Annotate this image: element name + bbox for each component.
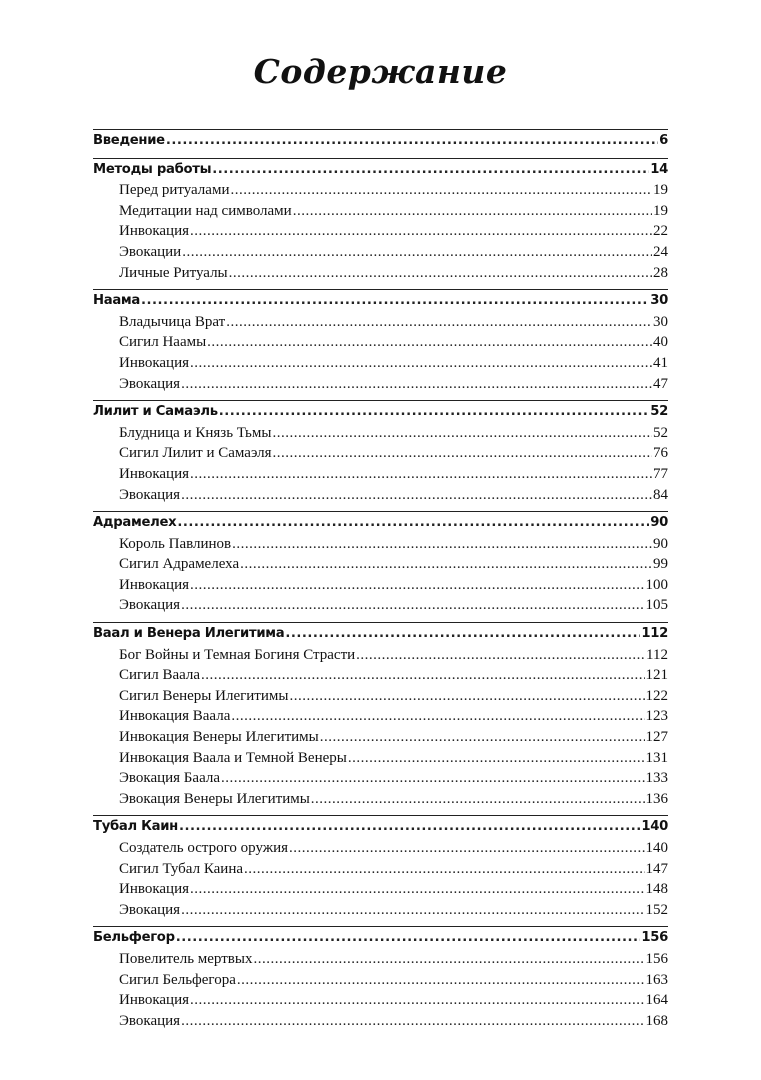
dot-leader: [221, 768, 644, 789]
toc-section: [93, 622, 668, 815]
dot-leader: [176, 928, 641, 949]
dot-leader: [311, 789, 645, 810]
dot-leader: [285, 624, 640, 645]
toc-entry[interactable]: [93, 859, 668, 880]
page-number: 152: [645, 901, 668, 918]
page-number: 122: [645, 687, 668, 704]
toc-entry-label: Перед ритуалами: [119, 182, 230, 199]
page-number: 163: [645, 971, 668, 988]
dot-leader: [190, 575, 644, 596]
toc-entry[interactable]: [93, 970, 668, 991]
toc-entry[interactable]: [93, 575, 668, 596]
toc-heading-label: Введение: [93, 133, 165, 148]
page-number: 147: [645, 860, 668, 877]
toc-heading-label: Адрамелех: [93, 515, 177, 531]
toc-entry[interactable]: [93, 423, 668, 444]
dot-leader: [356, 645, 645, 666]
page-number: 140: [641, 819, 668, 835]
toc-heading-label: Бельфегор: [93, 930, 175, 946]
page-number: 112: [641, 626, 668, 642]
dot-leader: [230, 180, 652, 201]
toc-entry[interactable]: [93, 263, 668, 284]
toc-heading[interactable]: [93, 817, 668, 838]
toc-section: [93, 511, 668, 622]
page-number: 123: [645, 708, 668, 725]
toc-entry-label: Инвокация: [119, 465, 190, 482]
dot-leader: [201, 665, 644, 686]
toc-entry-label: Инвокация Венеры Илегитимы: [119, 729, 319, 746]
toc-entry-label: Блудница и Князь Тьмы: [119, 424, 272, 441]
toc-entry-label: Эвокация Венеры Илегитимы: [119, 790, 310, 807]
dot-leader: [320, 727, 645, 748]
toc-section: [93, 129, 668, 158]
toc-heading[interactable]: [93, 402, 668, 423]
page-number: 90: [653, 535, 668, 552]
page-number: 40: [653, 334, 668, 351]
toc-entry-label: Инвокация: [119, 223, 190, 240]
page-title: Содержание: [253, 52, 508, 91]
page-number: 136: [645, 790, 668, 807]
toc-entry[interactable]: [93, 464, 668, 485]
page-number: 112: [646, 646, 668, 663]
toc-entry-label: Сигил Тубал Каина: [119, 860, 243, 877]
toc-entry[interactable]: [93, 748, 668, 769]
page-number: 19: [653, 202, 668, 219]
toc-heading[interactable]: [93, 624, 668, 645]
page-number: 90: [650, 515, 668, 531]
toc-entry-label: Создатель острого оружия: [119, 840, 289, 856]
page-number: 121: [645, 667, 668, 684]
page-number: 99: [653, 556, 668, 573]
dot-leader: [190, 990, 644, 1011]
toc-entry[interactable]: [93, 1011, 668, 1032]
toc-heading-label: Наама: [93, 293, 141, 309]
toc-heading-label: Тубал Каин: [93, 819, 178, 835]
toc-entry[interactable]: [93, 768, 668, 789]
page-number: 140: [645, 840, 668, 856]
toc-entry-label: Инвокация: [119, 354, 190, 371]
page-number: 52: [653, 424, 668, 441]
toc-entry[interactable]: [93, 180, 668, 201]
toc-entry-label: Сигил Ваала: [119, 667, 201, 684]
toc-entry-label: Сигил Наамы: [119, 334, 207, 351]
toc-heading-label: Ваал и Венера Илегитима: [93, 626, 285, 642]
dot-leader: [207, 332, 652, 353]
page-number: 133: [645, 770, 668, 787]
toc-entry[interactable]: [93, 879, 668, 900]
toc-entry-label: Эвокации: [119, 243, 182, 260]
toc-entry[interactable]: [93, 332, 668, 353]
toc-entry[interactable]: [93, 554, 668, 575]
dot-leader: [289, 838, 644, 859]
dot-leader: [190, 879, 644, 900]
toc-entry[interactable]: [93, 645, 668, 666]
dot-leader: [179, 817, 640, 838]
toc-section: [93, 158, 668, 290]
dot-leader: [293, 201, 652, 222]
toc-entry-label: Инвокация Ваала: [119, 708, 231, 725]
toc-entry[interactable]: [93, 242, 668, 263]
toc-heading[interactable]: [93, 291, 668, 312]
page-number: 148: [645, 881, 668, 898]
toc-entry-label: Эвокация: [119, 901, 181, 918]
page-number: 30: [650, 293, 668, 309]
dot-leader: [240, 554, 652, 575]
toc-heading[interactable]: [93, 160, 668, 181]
dot-leader: [181, 374, 652, 395]
toc-entry[interactable]: [93, 443, 668, 464]
page-number: 76: [653, 445, 668, 462]
toc-entry-label: Эвокация: [119, 597, 181, 614]
page-number: 6: [659, 133, 668, 148]
page-number: 52: [650, 404, 668, 420]
toc-entry-label: Эвокация: [119, 1012, 181, 1029]
page-number: 164: [645, 992, 668, 1009]
toc-entry[interactable]: [93, 990, 668, 1011]
toc-section: [93, 815, 668, 926]
toc-heading-label: Лилит и Самаэль: [93, 404, 218, 420]
toc-entry-label: Бог Войны и Темная Богиня Страсти: [119, 646, 356, 663]
page-number: 19: [653, 182, 668, 199]
toc-entry[interactable]: [93, 353, 668, 374]
toc-entry-label: Сигил Лилит и Самаэля: [119, 445, 272, 462]
dot-leader: [181, 900, 644, 921]
toc-entry-label: Сигил Венеры Илегитимы: [119, 687, 289, 704]
page-number: 28: [653, 264, 668, 281]
dot-leader: [232, 534, 652, 555]
toc-entry[interactable]: [93, 201, 668, 222]
toc-section: [93, 400, 668, 511]
dot-leader: [226, 312, 652, 333]
toc-heading[interactable]: [93, 131, 668, 152]
dot-leader: [289, 686, 644, 707]
dot-leader: [244, 859, 645, 880]
toc-entry[interactable]: [93, 949, 668, 970]
page-number: 22: [653, 223, 668, 240]
toc-entry[interactable]: [93, 485, 668, 506]
toc-entry[interactable]: [93, 221, 668, 242]
toc-entry[interactable]: [93, 706, 668, 727]
toc-entry-label: Эвокация: [119, 486, 181, 503]
page-number: 156: [645, 950, 668, 967]
page-number: 168: [645, 1012, 668, 1029]
dot-leader: [190, 464, 652, 485]
toc-entry[interactable]: [93, 686, 668, 707]
page-number: 47: [653, 375, 668, 392]
toc-entry-label: Сигил Адрамелеха: [119, 556, 240, 573]
toc-entry-label: Инвокация: [119, 576, 190, 593]
toc-heading-label: Методы работы: [93, 161, 212, 177]
toc-entry-label: Сигил Бельфегора: [119, 971, 236, 988]
toc-entry[interactable]: [93, 312, 668, 333]
toc-entry-label: Эвокация: [119, 375, 181, 392]
toc-entry-label: Король Павлинов: [119, 535, 232, 552]
toc-entry-label: Владычица Врат: [119, 313, 226, 330]
toc-heading[interactable]: [93, 513, 668, 534]
dot-leader: [177, 513, 649, 534]
dot-leader: [219, 402, 650, 423]
page-number: 30: [653, 313, 668, 330]
toc-entry[interactable]: [93, 789, 668, 810]
dot-leader: [141, 291, 649, 312]
toc-entry-label: Медитации над символами: [119, 202, 292, 219]
dot-leader: [190, 221, 652, 242]
toc-entry[interactable]: [93, 727, 668, 748]
page-number: 84: [653, 486, 668, 503]
dot-leader: [181, 485, 652, 506]
page-number: 156: [641, 930, 668, 946]
toc-entry-label: Инвокация: [119, 992, 190, 1009]
toc-section: [93, 289, 668, 400]
dot-leader: [181, 1011, 644, 1032]
page-number: 105: [645, 597, 668, 614]
page-number: 131: [645, 749, 668, 766]
page-number: 41: [653, 354, 668, 371]
dot-leader: [231, 706, 644, 727]
dot-leader: [348, 748, 645, 769]
page-number: 14: [650, 161, 668, 177]
dot-leader: [253, 949, 644, 970]
toc-entry-label: Личные Ритуалы: [119, 264, 228, 281]
page-number: 100: [645, 576, 668, 593]
toc-entry[interactable]: [93, 374, 668, 395]
dot-leader: [182, 242, 652, 263]
dot-leader: [272, 423, 652, 444]
toc-section: [93, 926, 668, 1037]
dot-leader: [273, 443, 652, 464]
toc-entry-label: Инвокация Ваала и Темной Венеры: [119, 749, 347, 766]
toc-entry-label: Эвокация Баала: [119, 770, 221, 787]
page-number: 127: [645, 729, 668, 746]
dot-leader: [166, 131, 658, 152]
toc-heading[interactable]: [93, 928, 668, 949]
page-number: 77: [653, 465, 668, 482]
toc-entry[interactable]: [93, 900, 668, 921]
dot-leader: [237, 970, 645, 991]
dot-leader: [190, 353, 652, 374]
toc-entry-label: Инвокация: [119, 881, 190, 898]
table-of-contents: [93, 129, 668, 1037]
toc-entry[interactable]: [93, 665, 668, 686]
toc-entry[interactable]: [93, 838, 668, 859]
dot-leader: [212, 160, 649, 181]
dot-leader: [181, 595, 644, 616]
dot-leader: [229, 263, 652, 284]
page-number: 24: [653, 243, 668, 260]
toc-entry[interactable]: [93, 534, 668, 555]
toc-entry[interactable]: [93, 595, 668, 616]
toc-entry-label: Повелитель мертвых: [119, 950, 253, 967]
